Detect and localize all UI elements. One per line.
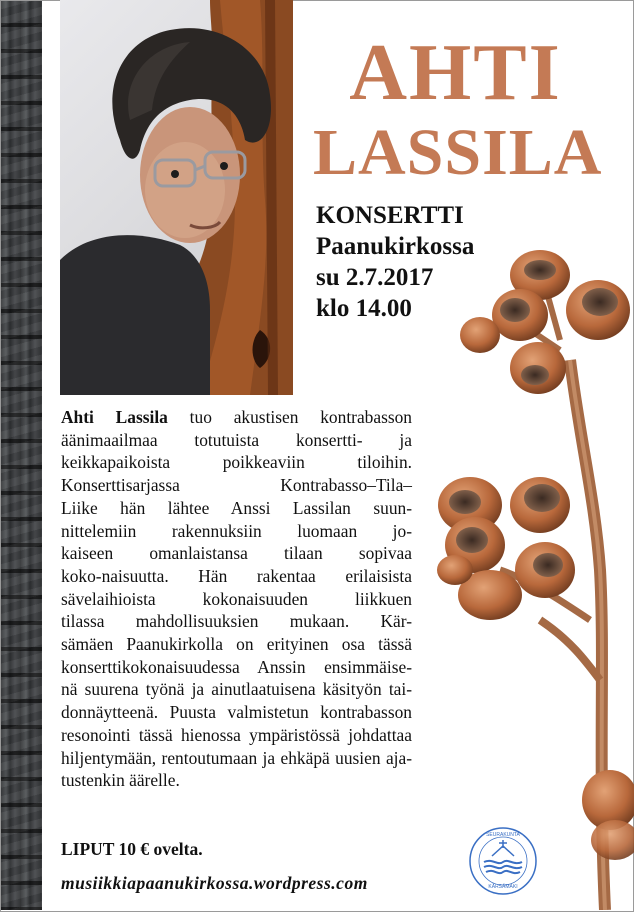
description-line: Konserttisarjassa Kontrabasso–Tila– bbox=[61, 475, 412, 496]
wooden-shingle-strip bbox=[1, 1, 42, 910]
event-label: KONSERTTI bbox=[316, 202, 464, 229]
description-line: konserttikokonaisuudessa Anssin ensimmäise- bbox=[61, 656, 412, 677]
logo-bottom-text: KÄRSÄMÄKI bbox=[488, 884, 518, 890]
title-first-name: AHTI bbox=[349, 29, 562, 117]
description-line: äänimaailmaa totutuista konsertti- ja bbox=[61, 429, 412, 450]
description-line: koko-naisuutta. Hän rakentaa erilaisista bbox=[61, 565, 412, 586]
description-line: sävelaihioista kokonaisuuden liikkuen bbox=[61, 588, 412, 609]
description-line: keikkapaikoista poikkeaviin tiloihin. bbox=[61, 452, 412, 473]
description-text bbox=[61, 406, 412, 792]
description-line: hiljentymään, rentoutumaan ja ehkäpä uusien aja- bbox=[61, 747, 412, 768]
description-line: Ahti Lassila tuo akustisen kontrabasson bbox=[61, 407, 412, 427]
description-line: resonointi tässä hienossa ympäristössä johdattaa bbox=[61, 724, 412, 745]
description-line: kaiseen omanlaistansa tilaan sopivaa bbox=[61, 543, 412, 564]
description-line: sämäen Paanukirkolla on erityinen osa tässä bbox=[61, 634, 412, 655]
description-line: Liike hän lähtee Anssi Lassilan suun- bbox=[61, 497, 412, 518]
description-line: tilassa mahdollisuuksien mukaan. Kär- bbox=[61, 611, 412, 632]
description-line: donnäytteenä. Puusta valmistetun kontrabasson bbox=[61, 702, 412, 723]
event-time: klo 14.00 bbox=[316, 295, 412, 322]
parish-logo bbox=[468, 826, 538, 896]
logo-top-text: SEURAKUNTA bbox=[486, 832, 520, 838]
ticket-price: LIPUT 10 € ovelta. bbox=[61, 839, 203, 859]
description-line: tustenkin äärelle. bbox=[61, 770, 180, 791]
title-last-name: LASSILA bbox=[313, 116, 603, 189]
event-venue: Paanukirkossa bbox=[316, 233, 475, 260]
website-link[interactable]: musiikkiapaanukirkossa.wordpress.com bbox=[61, 873, 368, 893]
description-line: nittelemiin rakennuksiin luomaan jo- bbox=[61, 520, 412, 541]
dried-poppy-pods-image bbox=[420, 240, 634, 910]
description-line: nä suurena työnä ja ainutlaatuisena käsityön tai- bbox=[61, 679, 412, 700]
portrait-photo bbox=[60, 0, 293, 395]
artist-name-bold: Ahti Lassila bbox=[61, 407, 168, 427]
event-date: su 2.7.2017 bbox=[316, 264, 434, 291]
